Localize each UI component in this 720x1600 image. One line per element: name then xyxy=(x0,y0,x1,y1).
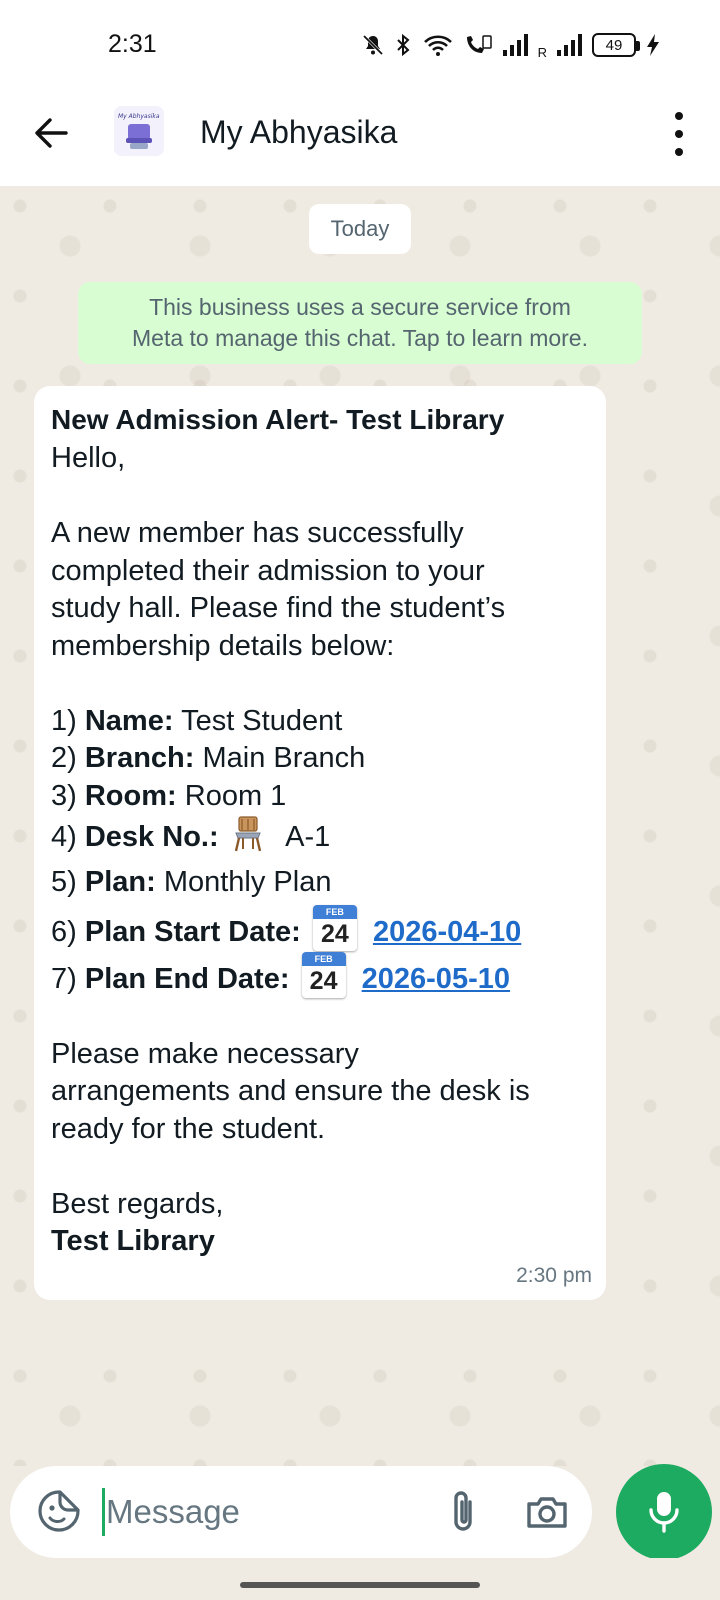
message-body-line: completed their admission to your xyxy=(51,554,485,587)
bell-off-icon xyxy=(361,33,385,57)
volte-call-icon xyxy=(463,33,493,57)
message-closing-line: Please make necessary xyxy=(51,1037,359,1070)
message-greeting: Hello, xyxy=(51,442,126,474)
chat-area[interactable] xyxy=(0,186,720,1466)
message-input[interactable] xyxy=(106,1488,416,1536)
message-closing-line: ready for the student. xyxy=(51,1112,326,1145)
avatar[interactable] xyxy=(114,106,164,156)
more-vertical-icon[interactable] xyxy=(672,112,686,156)
paperclip-icon[interactable] xyxy=(440,1488,486,1536)
microphone-icon xyxy=(644,1488,684,1536)
detail-room: 3) Room: Room 1 xyxy=(51,779,287,812)
microphone-button[interactable] xyxy=(616,1464,712,1560)
bluetooth-icon xyxy=(395,33,413,57)
gesture-handle[interactable] xyxy=(240,1582,480,1588)
detail-desk: 4) Desk No.: A-1 xyxy=(51,815,588,860)
date-chip: Today xyxy=(309,204,411,254)
detail-plan-end: 7) Plan End Date: FEB 24 2026-05-10 xyxy=(51,952,588,999)
chair-icon xyxy=(231,816,265,852)
status-time: 2:31 xyxy=(108,30,157,58)
signal-bars-1-icon xyxy=(503,34,528,56)
status-icons xyxy=(361,30,660,60)
message-regards: Best regards, xyxy=(51,1187,224,1220)
calendar-icon: FEB 24 xyxy=(302,952,346,998)
message-heading: New Admission Alert- Test Library xyxy=(51,404,505,435)
detail-branch: 2) Branch: Main Branch xyxy=(51,742,366,774)
notice-line-1: This business uses a secure service from xyxy=(149,294,571,320)
text-cursor xyxy=(102,1488,105,1536)
message-composer xyxy=(10,1466,592,1558)
battery-icon xyxy=(592,33,636,57)
message-body-line: study hall. Please find the student’s xyxy=(51,592,506,624)
battery-level: 49 xyxy=(605,36,623,54)
charging-bolt-icon xyxy=(646,33,660,57)
notice-line-2: Meta to manage this chat. Tap to learn more. xyxy=(132,325,588,351)
detail-plan-start: 6) Plan Start Date: FEB 24 2026-04-10 xyxy=(51,905,588,952)
library-logo-icon xyxy=(114,106,164,156)
chat-header xyxy=(0,90,720,186)
calendar-icon: FEB 24 xyxy=(313,905,357,951)
message-signature: Test Library xyxy=(51,1225,215,1257)
message-time: 2:30 pm xyxy=(516,1264,592,1287)
plan-end-date-link[interactable]: 2026-05-10 xyxy=(361,962,510,995)
message-bubble[interactable] xyxy=(34,386,606,1300)
roaming-label: R xyxy=(537,45,547,60)
chat-title[interactable]: My Abhyasika xyxy=(200,114,398,150)
status-bar xyxy=(0,0,720,90)
secure-service-notice[interactable] xyxy=(78,282,642,364)
message-body-line: A new member has successfully xyxy=(51,517,464,549)
arrow-left-icon[interactable] xyxy=(28,110,74,156)
message-body-line: membership details below: xyxy=(51,629,395,662)
camera-icon[interactable] xyxy=(524,1488,570,1536)
detail-name: 1) Name: Test Student xyxy=(51,704,343,737)
signal-bars-2-icon xyxy=(557,34,582,56)
message-closing-line: arrangements and ensure the desk is xyxy=(51,1075,530,1107)
detail-plan: 5) Plan: Monthly Plan xyxy=(51,866,332,898)
plan-start-date-link[interactable]: 2026-04-10 xyxy=(372,916,522,948)
sticker-icon[interactable] xyxy=(36,1488,82,1534)
wifi-icon xyxy=(423,33,453,57)
system-nav-bar xyxy=(0,1558,720,1600)
svg-text:My Abhyasika: My Abhyasika xyxy=(118,113,160,120)
